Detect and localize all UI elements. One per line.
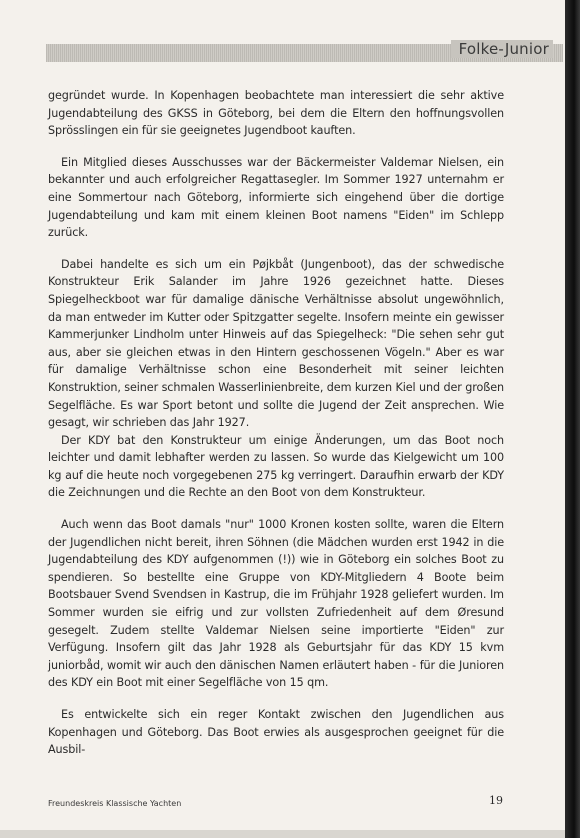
footer-publisher: Freundeskreis Klassische Yachten (48, 799, 182, 808)
running-header-title: Folke-Junior (451, 40, 553, 58)
page-number: 19 (489, 794, 503, 807)
book-spine-edge (565, 0, 580, 838)
paragraph-2: Ein Mitglied dieses Ausschusses war der Bäckermeister Valdemar Nielsen, ein bekannter und auch erfolgreicher Regattasegler. Im Sommer 1927 unternahm er eine Sommertour nach Göteborg, informierte sich eingehend über die dortige Jugendabteilung und kam mit einem kleinen Boot namens "Eiden" im Schlepp zurück. (48, 155, 504, 240)
body-text (48, 87, 504, 759)
paragraph-4: Der KDY bat den Konstrukteur um einige Änderungen, um das Boot noch leichter und damit lebhafter werden zu lassen. So wurde das Kielgewicht um 100 kg auf die heute noch vorgegebenen 275 kg verringert. Daraufhin erwarb der KDY die Zeichnungen und die Rechte an den Boot von dem Konstrukteur. (48, 433, 504, 500)
paragraph-3: Dabei handelte es sich um ein Pøjkbåt (Jungenboot), das der schwedische Konstrukteur Erik Salander im Jahre 1926 gezeichnet hatte. Dieses Spiegelheckboot war für damalige dänische Verhältnisse absolut ungewöhnlich, da man entweder im Kutter oder Spitzgatter segelte. Insofern meinte ein gewisser Kammerjunker Lindholm unter Hinweis auf das Spiegelheck: "Die sehen sehr gut aus, aber sie gleichen etwas in den Hintern geschossenen Vögeln." Aber es war für damalige Verhältnisse schon eine Besonderheit mit seiner leichten Konstruktion, seiner schmalen Wasserlinienbreite, dem kurzen Kiel und der großen Segelfläche. Es war Sport betont und sollte die Jugend der Zeit ansprechen. Wie gesagt, wir schrieben das Jahr 1927. (48, 257, 504, 430)
paragraph-6: Es entwickelte sich ein reger Kontakt zwischen den Jugendlichen aus Kopenhagen und Göteborg. Das Boot erwies als ausgesprochen geeignet für die Ausbil- (48, 708, 504, 757)
paragraph-5: Auch wenn das Boot damals "nur" 1000 Kronen kosten sollte, waren die Eltern der Jugendlichen nicht bereit, ihren Söhnen (die Mädchen wurden erst 1942 in die Jugendabteilung des KDY aufgenommen (!)) wie in Göteborg ein solches Boot zu spendieren. So bestellte eine Gruppe von KDY-Mitgliedern 4 Boote beim Bootsbauer Svend Svendsen in Kastrup, die im Frühjahr 1928 geliefert wurden. Im Sommer wurden sie eifrig und zur vollsten Zufriedenheit auf dem Øresund gesegelt. Zudem stellte Valdemar Nielsen seine importierte "Eiden" zur Verfügung. Insofern gilt das Jahr 1928 als Geburtsjahr für das KDY 15 kvm juniorbåd, womit wir auch den dänischen Namen erläutert haben - für die Junioren des KDY ein Boot mit einer Segelfläche von 15 qm. (48, 518, 504, 690)
paragraph-1: gegründet wurde. In Kopenhagen beobachtete man interessiert die sehr aktive Jugendabteilung des GKSS in Göteborg, bei dem die Eltern den hoffnungsvollen Sprösslingen ein für sie geeignetes Jugendboot kauften. (48, 89, 504, 138)
